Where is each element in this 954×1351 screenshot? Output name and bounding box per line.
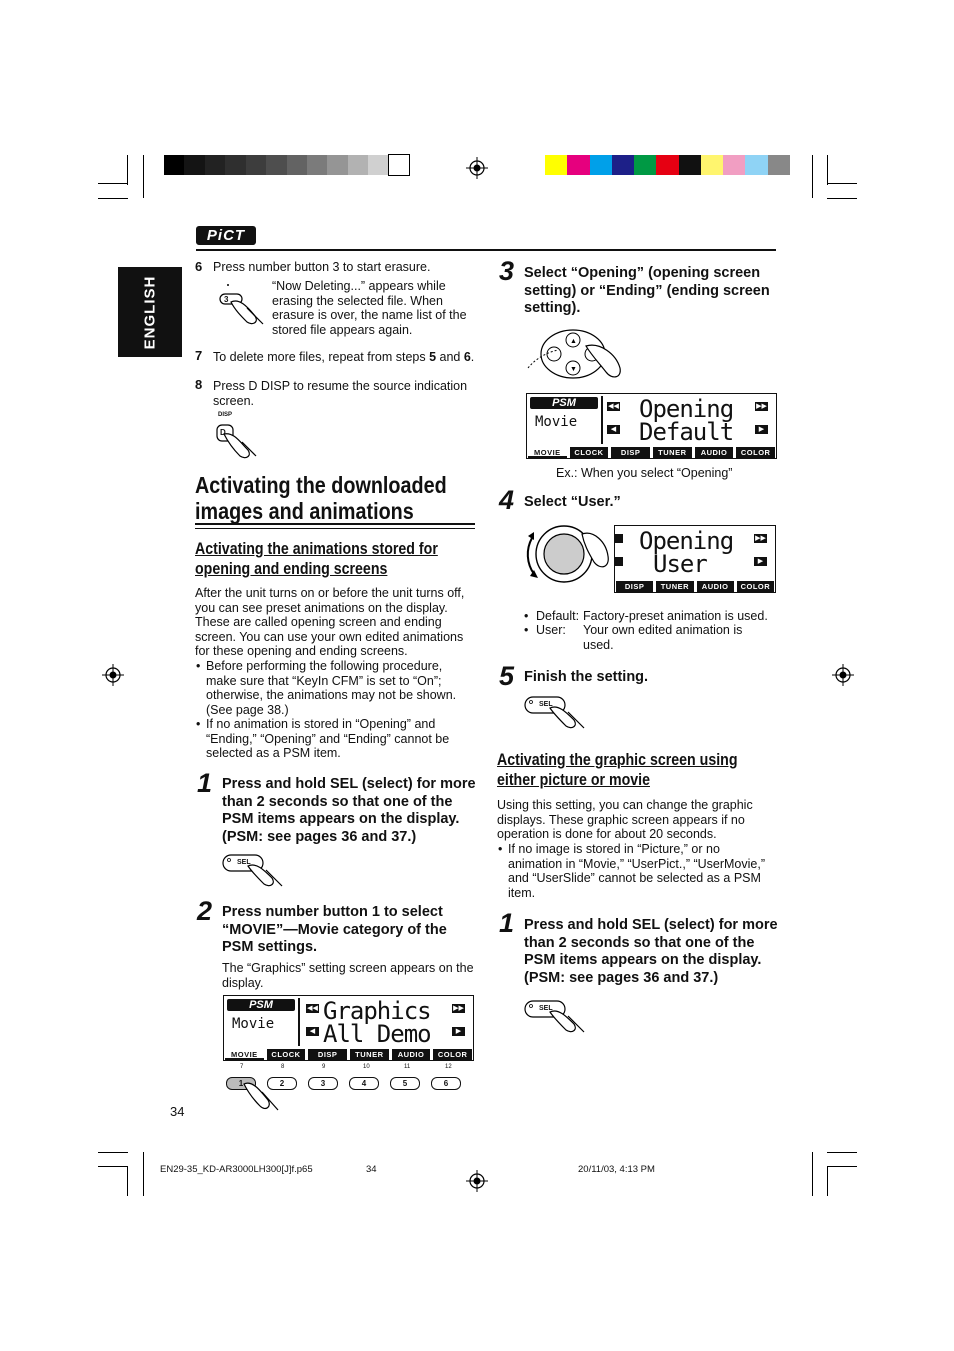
svg-text:▲: ▲: [570, 338, 577, 345]
number-button-2[interactable]: 2: [267, 1077, 297, 1090]
crop-mark: [812, 1152, 813, 1196]
color-swatch: [246, 155, 267, 175]
step-text: Finish the setting.: [524, 669, 649, 685]
number-button-6[interactable]: 6: [431, 1077, 461, 1090]
crop-mark: [812, 155, 813, 198]
crop-mark: [127, 1166, 128, 1196]
crop-mark: [827, 183, 857, 184]
bullet-marker: •: [196, 659, 201, 673]
lcd-tab: MOVIE: [225, 1049, 264, 1060]
crop-mark: [827, 1166, 828, 1196]
enter-icon: ▶: [452, 1027, 465, 1036]
back-icon: ◀: [306, 1027, 319, 1036]
color-swatch: [701, 155, 724, 175]
color-swatch: [327, 155, 348, 175]
step-text: Press D DISP to resume the source indication screen.: [213, 379, 468, 408]
step-text: Select “Opening” (opening screen setting) or “Ending” (ending screen setting).: [524, 265, 770, 316]
number-button-alt-label: 11: [404, 1064, 411, 1070]
lcd-tab: COLOR: [736, 447, 775, 458]
footer-date: 20/11/03, 4:13 PM: [578, 1164, 655, 1175]
color-swatch: [612, 155, 635, 175]
color-swatch: [745, 155, 768, 175]
control-pad-hand-icon: [520, 328, 630, 386]
step-number: 8: [195, 377, 203, 392]
lcd-line1: Graphics: [323, 997, 431, 1025]
number-button-alt-label: 9: [322, 1064, 326, 1070]
crop-mark: [98, 198, 128, 199]
bullet-marker: •: [196, 717, 201, 731]
prev-icon: [615, 534, 623, 543]
sub-heading: Activating the animations stored for: [195, 540, 438, 558]
bullet-text: If no image is stored in “Picture,” or no animation in “Movie,” “UserPict.,” “UserMovie,” and “UserSlide” cannot be selected as a PSM item.: [508, 842, 765, 900]
svg-text:▼: ▼: [570, 366, 577, 373]
number-button-alt-label: 12: [445, 1064, 452, 1070]
option-text: Factory-preset animation is used.: [583, 609, 768, 623]
step-text: To delete more files, repeat from steps 5 and 6.: [213, 350, 475, 364]
step-number: 2: [197, 896, 213, 926]
sel-button-hand-icon: [222, 852, 284, 890]
footer-file: EN29-35_KD-AR3000LH300[J]f.p65: [160, 1164, 313, 1175]
header-rule: [196, 249, 776, 251]
step-number: 7: [195, 348, 203, 363]
number-button-5[interactable]: 5: [390, 1077, 420, 1090]
lcd-tab: CLOCK: [267, 1049, 306, 1060]
sel-button-label: SEL: [237, 859, 251, 866]
bullet-text: If no animation is stored in “Opening” and “Ending,” “Opening” and “Ending” cannot be selected as a PSM item.: [206, 717, 450, 760]
lcd-mode-text: Movie: [535, 414, 578, 430]
registration-mark-icon: [102, 664, 124, 686]
sel-button-hand-icon: [524, 998, 586, 1036]
color-swatch: [590, 155, 613, 175]
lcd-tab: AUDIO: [695, 447, 734, 458]
crop-mark: [127, 155, 128, 185]
color-swatch: [368, 155, 389, 175]
lcd-line2: All Demo: [323, 1020, 431, 1048]
main-heading: Activating the downloaded: [195, 472, 447, 498]
lcd-divider: [601, 396, 603, 444]
bullet-marker: •: [524, 623, 529, 637]
color-swatch: [287, 155, 308, 175]
disp-button-caption: DISP: [218, 412, 233, 418]
color-swatch: [679, 155, 702, 175]
sub-heading: Activating the graphic screen using: [497, 751, 738, 769]
lcd-tab: AUDIO: [392, 1049, 431, 1060]
number-button-label: 3: [224, 295, 229, 304]
color-swatch: [567, 155, 590, 175]
psm-logo: PSM: [227, 999, 295, 1011]
step-number: 1: [197, 768, 213, 798]
pict-logo: PiCT: [196, 226, 256, 245]
number-button-alt-label: 10: [363, 1064, 370, 1070]
prev-icon: ◀◀: [307, 1005, 318, 1012]
color-swatch: [205, 155, 226, 175]
number-button-hand-icon: [217, 280, 267, 330]
sub-heading: opening and ending screens: [195, 560, 388, 578]
lcd-tab: TUNER: [653, 447, 692, 458]
lcd-tab-bar: [224, 1049, 473, 1060]
lcd-divider: [298, 998, 300, 1046]
registration-mark-icon: [832, 664, 854, 686]
crop-mark: [98, 1152, 128, 1153]
psm-logo: PSM: [530, 397, 598, 409]
sel-button-label: SEL: [539, 1005, 553, 1012]
crop-mark: [827, 198, 857, 199]
step-text: Select “User.”: [524, 494, 621, 510]
lcd-display-opening-default: [526, 393, 777, 459]
color-swatch: [656, 155, 679, 175]
disp-button-label: D: [220, 428, 226, 437]
crop-mark: [827, 155, 828, 185]
number-button-alt-label: 8: [281, 1064, 285, 1070]
lcd-tab: DISP: [616, 581, 653, 592]
step-number: 6: [195, 259, 203, 274]
lcd-mode-text: Movie: [232, 1016, 275, 1032]
bullet-marker: •: [524, 609, 529, 623]
lcd-line1: Opening: [639, 527, 734, 555]
back-icon: [615, 557, 623, 566]
crop-mark: [143, 155, 144, 198]
page-number: 34: [170, 1104, 185, 1119]
option-label: Default:: [536, 609, 580, 623]
next-icon: ▶▶: [756, 403, 767, 410]
color-swatch: [225, 155, 246, 175]
step-number: 3: [499, 256, 515, 286]
intro-paragraph: After the unit turns on or before the unit turns off, you can see preset animations on the display. These are called opening screen and ending screen. You can use your own edited animations for these opening and ending screens.: [195, 586, 465, 658]
number-button-4[interactable]: 4: [349, 1077, 379, 1090]
lcd-line2: User: [653, 550, 707, 578]
lcd-display-graphics: [223, 995, 474, 1061]
lcd-line2: Default: [639, 418, 734, 446]
crop-mark: [827, 1166, 857, 1167]
option-label: User:: [536, 623, 566, 637]
lcd-tab: MOVIE: [528, 447, 567, 458]
step-number: 4: [499, 485, 515, 515]
lcd-tab: CLOCK: [570, 447, 609, 458]
prev-icon: ◀◀: [608, 403, 619, 410]
color-swatch: [545, 155, 568, 175]
sub-heading: either picture or movie: [497, 771, 650, 789]
lcd-tab-bar: [615, 581, 775, 592]
intro-paragraph: Using this setting, you can change the graphic displays. These graphic screen appears if no operation is done for about 20 seconds.: [497, 798, 753, 841]
color-swatch: [389, 155, 410, 175]
color-swatch: [768, 155, 791, 175]
crop-mark: [827, 1152, 857, 1153]
lcd-tab: DISP: [308, 1049, 347, 1060]
registration-mark-icon: [466, 157, 488, 179]
number-button-1[interactable]: 1: [226, 1077, 256, 1090]
main-heading: images and animations: [195, 498, 414, 524]
lcd-display-opening-user: [614, 525, 776, 593]
crop-mark: [98, 183, 128, 184]
color-swatch: [348, 155, 369, 175]
option-text: Your own edited animation is used.: [583, 623, 743, 652]
bullet-text: Before performing the following procedure, make sure that “KeyIn CFM” is set to “On”; otherwise, the animations may not be shown. (See page 38.): [206, 659, 457, 717]
color-swatch: [266, 155, 287, 175]
next-icon: ▶▶: [453, 1005, 464, 1012]
crop-mark: [143, 1152, 144, 1196]
back-icon: ◀: [607, 425, 620, 434]
step-text: Press and hold SEL (select) for more than 2 seconds so that one of the PSM items appears on the display. (PSM: see pages 36 and 37.): [524, 917, 778, 986]
lcd-line1: Opening: [639, 395, 734, 423]
bullet-marker: •: [498, 842, 503, 856]
disp-button-hand-icon: [214, 420, 264, 465]
next-icon: ▶▶: [755, 535, 766, 542]
lcd-tab: COLOR: [433, 1049, 472, 1060]
sel-button-label: SEL: [539, 701, 553, 708]
crop-mark: [98, 1166, 128, 1167]
lcd-tab: AUDIO: [697, 581, 734, 592]
step-text: Press number button 3 to start erasure.: [213, 260, 431, 274]
lcd-tab-bar: [527, 447, 776, 458]
lcd-tab: DISP: [611, 447, 650, 458]
control-dial-hand-icon: [520, 520, 612, 588]
step-note: “Now Deleting...” appears while erasing the selected file. When erasure is over, the name list of the stored file appears again.: [272, 279, 467, 337]
color-swatch: [164, 155, 185, 175]
enter-icon: ▶: [755, 425, 768, 434]
lcd-tab: COLOR: [737, 581, 774, 592]
color-swatch: [723, 155, 746, 175]
hand-pressing-icon: [238, 1076, 283, 1116]
step-note: The “Graphics” setting screen appears on the display.: [222, 961, 474, 990]
display-caption: Ex.: When you select “Opening”: [556, 466, 733, 480]
registration-mark-icon: [466, 1170, 488, 1192]
lcd-tab: TUNER: [656, 581, 693, 592]
enter-icon: ▶: [754, 557, 767, 566]
lcd-tab: TUNER: [350, 1049, 389, 1060]
number-button-3[interactable]: 3: [308, 1077, 338, 1090]
step-text: Press number button 1 to select “MOVIE”—Movie category of the PSM settings.: [222, 904, 447, 955]
step-number: 5: [499, 661, 515, 691]
step-number: 1: [499, 908, 515, 938]
heading-rule: [195, 523, 475, 529]
sel-button-hand-icon: [524, 694, 586, 732]
color-swatch: [307, 155, 328, 175]
footer-page: 34: [366, 1164, 377, 1175]
language-tab-label: ENGLISH: [141, 275, 159, 349]
color-swatch: [634, 155, 657, 175]
color-swatch: [184, 155, 205, 175]
step-text: Press and hold SEL (select) for more than 2 seconds so that one of the PSM items appears on the display. (PSM: see pages 36 and 37.): [222, 776, 476, 845]
number-button-alt-label: 7: [240, 1064, 244, 1070]
